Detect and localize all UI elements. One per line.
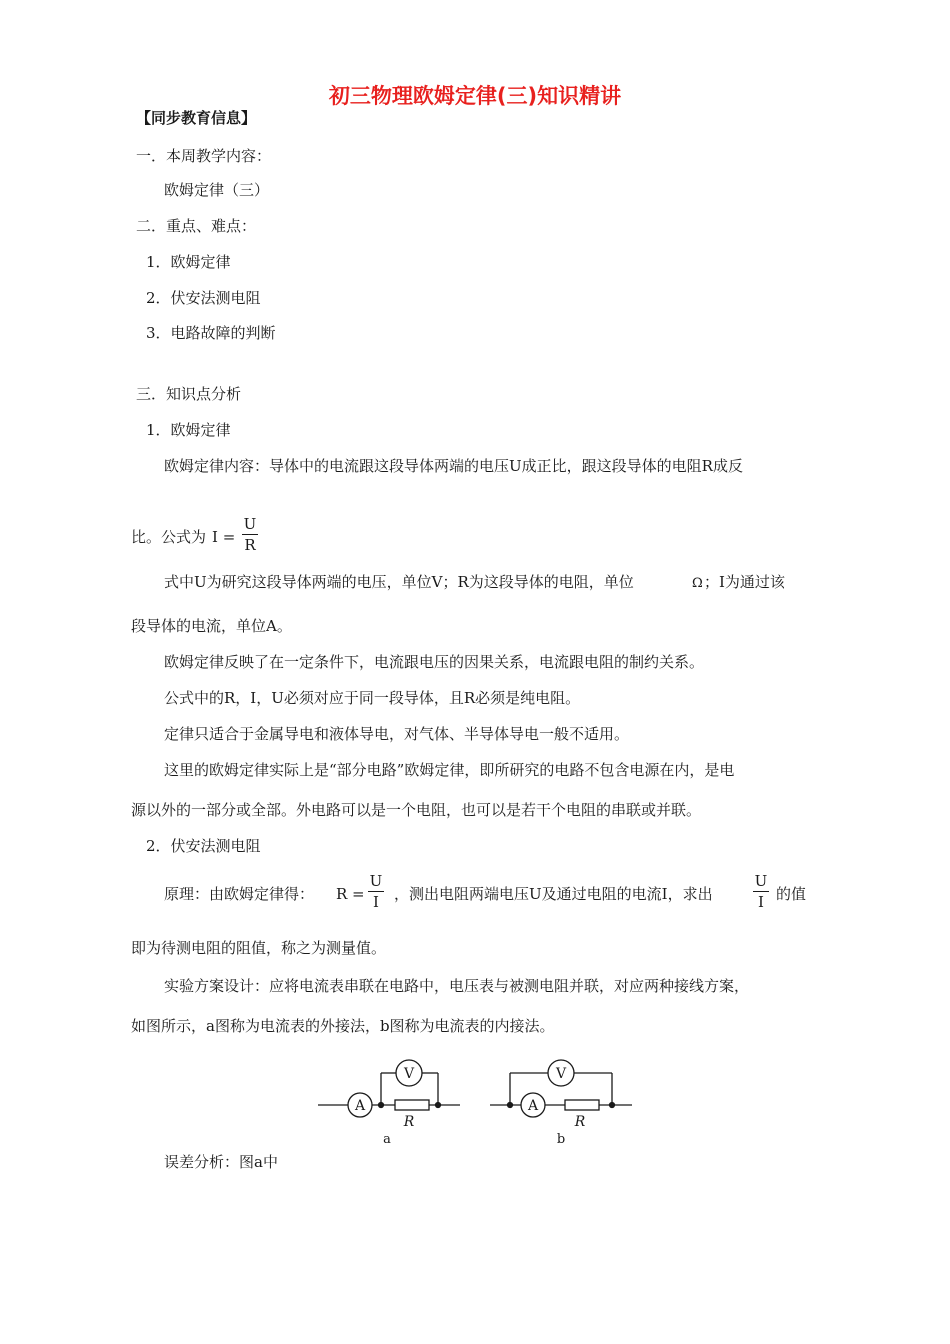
heading-analysis: 三．知识点分析 [136, 385, 242, 403]
paragraph-variables-c: 段导体的电流，单位A。 [131, 617, 292, 635]
principle-text-b: ，测出电阻两端电压U及通过电阻的电流I，求出 [394, 885, 713, 903]
ohm-symbol: Ω [692, 576, 703, 591]
fraction-bar [242, 534, 258, 535]
weekly-content-text: 欧姆定律（三） [164, 181, 270, 199]
paragraph-same-conductor: 公式中的R，I，U必须对应于同一段导体，且R必须是纯电阻。 [164, 689, 581, 707]
paragraph-applicability: 定律只适合于金属导电和液体导电，对气体、半导体导电一般不适用。 [164, 725, 630, 743]
heading-weekly-content: 一．本周教学内容： [136, 147, 272, 165]
fraction-bar [753, 891, 769, 892]
paragraph-partial-circuit-2: 源以外的一部分或全部。外电路可以是一个电阻，也可以是若干个电阻的串联或并联。 [131, 801, 702, 819]
page-title: 初三物理欧姆定律(三)知识精讲 [328, 84, 622, 108]
circuit-b-caption: b [556, 1132, 566, 1147]
circuit-b-resistor-label: R [574, 1114, 586, 1130]
formula-fraction [242, 515, 258, 554]
circuit-a-voltmeter-label: V [403, 1066, 415, 1082]
formula2-lhs: R = [336, 885, 365, 903]
heading-key-points: 二．重点、难点： [136, 217, 257, 235]
formula-lhs: I = [212, 528, 236, 546]
paragraph-error-analysis: 误差分析：图a中 [164, 1153, 278, 1171]
formula3-fraction [753, 872, 769, 911]
paragraph-design-1: 实验方案设计：应将电流表串联在电路中，电压表与被测电阻并联，对应两种接线方案， [164, 977, 750, 995]
paragraph-partial-circuit-1: 这里的欧姆定律实际上是“部分电路”欧姆定律，即所研究的电路不包含电源在内，是电 [164, 761, 735, 779]
paragraph-variables-a: 式中U为研究这段导体两端的电压，单位V；R为这段导体的电阻，单位 [164, 573, 634, 591]
principle-text-a: 原理：由欧姆定律得： [164, 885, 315, 903]
formula2-numerator: U [369, 872, 383, 890]
key-point-2: 2．伏安法测电阻 [146, 289, 261, 307]
paragraph-causal: 欧姆定律反映了在一定条件下，电流跟电压的因果关系，电流跟电阻的制约关系。 [164, 653, 705, 671]
paragraph-ohms-law-2: 比。公式为 [131, 528, 207, 546]
principle-text-d: 即为待测电阻的阻值，称之为测量值。 [131, 939, 387, 957]
subheading-voltammetry: 2．伏安法测电阻 [146, 837, 261, 855]
paragraph-ohms-law-1: 欧姆定律内容：导体中的电流跟这段导体两端的电压U成正比，跟这段导体的电阻R成反 [164, 457, 743, 475]
formula2-fraction [368, 872, 384, 911]
principle-text-c: 的值 [776, 885, 807, 903]
formula-numerator: U [243, 515, 257, 533]
fraction-bar [368, 891, 384, 892]
circuit-a-resistor-label: R [403, 1114, 415, 1130]
key-point-3: 3．电路故障的判断 [146, 324, 276, 342]
formula2-denominator: I [373, 893, 379, 911]
key-point-1: 1．欧姆定律 [146, 253, 231, 271]
section-header: 【同步教育信息】 [136, 109, 257, 127]
formula3-denominator: I [758, 893, 764, 911]
circuit-a [318, 1060, 460, 1117]
formula-denominator: R [244, 536, 256, 554]
circuit-a-ammeter-label: A [354, 1098, 366, 1114]
circuit-diagrams [310, 1055, 650, 1150]
circuit-a-caption: a [383, 1132, 391, 1147]
formula3-numerator: U [754, 872, 768, 890]
paragraph-design-2: 如图所示，a图称为电流表的外接法，b图称为电流表的内接法。 [131, 1017, 555, 1035]
circuit-b-voltmeter-label: V [555, 1066, 567, 1082]
paragraph-variables-b: ；I为通过该 [704, 573, 785, 591]
subheading-ohms-law: 1．欧姆定律 [146, 421, 231, 439]
circuit-b-ammeter-label: A [527, 1098, 539, 1114]
